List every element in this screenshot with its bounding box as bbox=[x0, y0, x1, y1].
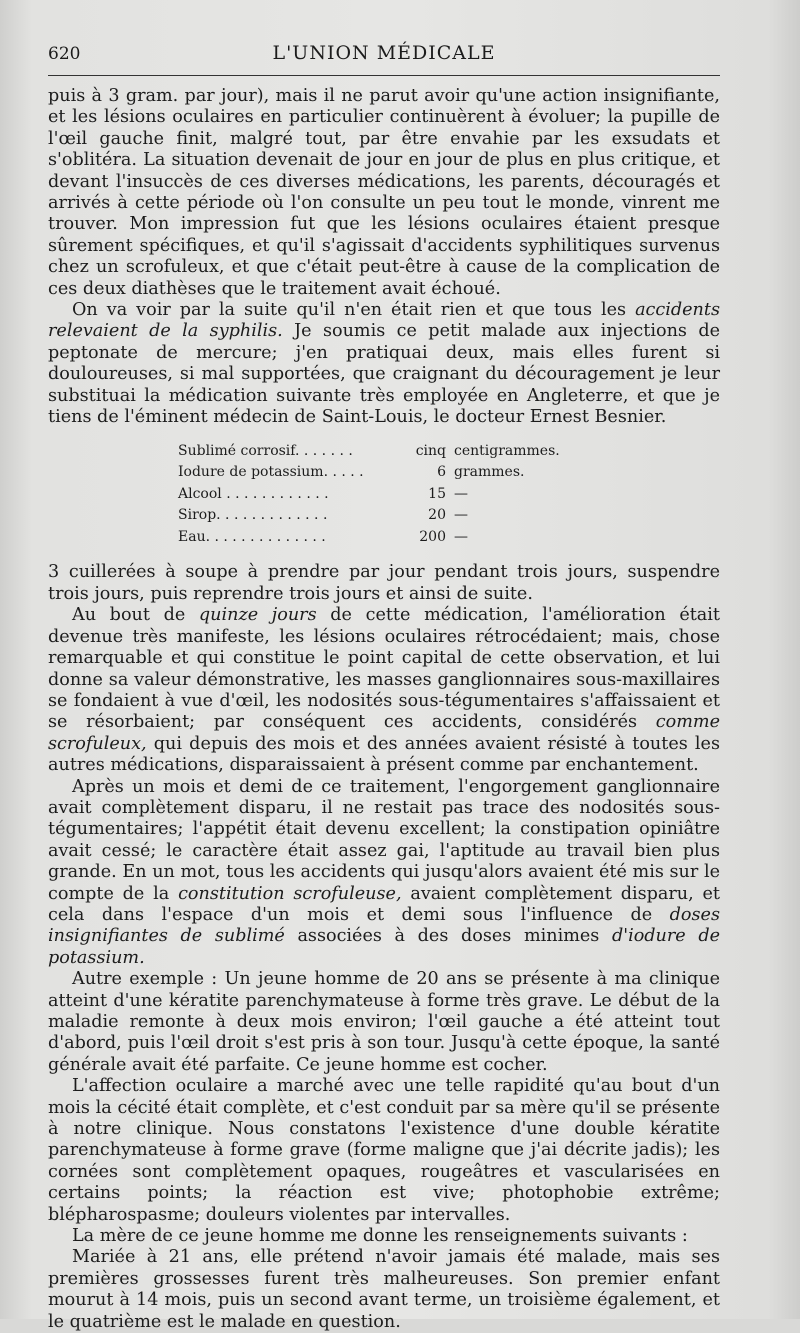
formula-unit: — bbox=[454, 485, 468, 502]
page-header bbox=[48, 40, 720, 74]
paragraph-4-emphasis-1: quinze jours bbox=[198, 605, 317, 626]
formula-ingredient: Eau. . . . . . . . . . . . . . bbox=[178, 528, 326, 545]
formula-unit: grammes. bbox=[454, 464, 525, 481]
formula-ingredient: Sublimé corrosif. . . . . . . bbox=[178, 442, 353, 459]
paragraph-4-text-a: Au bout de bbox=[72, 605, 199, 626]
formula-quantity: 15 bbox=[428, 485, 446, 502]
formula-ingredient: Alcool . . . . . . . . . . . . bbox=[178, 485, 329, 502]
paragraph-2-text-c: Je soumis ce petit malade aux injections de peptonate de mercure; j'en pratiquai deux, mais elles furent si douloureuses, si mal supportées, que craignant du découragement je leur substituai la médication suivante très employée en Angleterre, et que je tiens de l'éminent médecin de Saint-Louis, le docteur Ernest Besnier. bbox=[48, 321, 720, 428]
formula-row bbox=[178, 441, 604, 463]
page-number: 620 bbox=[48, 44, 81, 64]
formula-ingredient: Iodure de potassium. . . . . bbox=[178, 464, 364, 481]
paragraph-7: L'affection oculaire a marché avec une telle rapidité qu'au bout d'un mois la cécité était complète, et c'est conduit par sa mère qu'il se présente à notre clinique. Nous constatons l'existence d'une double kératite parenchymateuse à forme grave (forme maligne que j'ai décrite jadis); les cornées sont complètement opaques, rougeâtres et vascularisées en certains points; la réaction est vive; photophobie extrême; blépharospasme; douleurs violentes par intervalles. bbox=[48, 1076, 720, 1225]
prescription-formula bbox=[178, 441, 604, 549]
paragraph-4 bbox=[48, 605, 720, 776]
paragraph-5-text-e: associées à des doses minimes bbox=[284, 926, 612, 947]
formula-quantity: 6 bbox=[437, 464, 446, 481]
paragraph-4-emphasis-2: comme scrofuleux, bbox=[48, 712, 720, 754]
paragraph-9: Mariée à 21 ans, elle prétend n'avoir jamais été malade, mais ses premières grossesses furent très malheureuses. Son premier enfant mourut à 14 mois, puis un second avant terme, un troisième également, et le quatrième est le malade en question. bbox=[48, 1247, 720, 1332]
formula-quantity: cinq bbox=[415, 442, 446, 459]
paragraph-5-emphasis-3: d'iodure de potassium. bbox=[48, 926, 721, 968]
paragraph-5-emphasis-1: constitution scrofuleuse, bbox=[178, 883, 402, 904]
formula-ingredient: Sirop. . . . . . . . . . . . . bbox=[178, 507, 328, 524]
formula-brace bbox=[368, 441, 394, 549]
paragraph-2-emphasis: accidents relevaient de la syphilis. bbox=[48, 300, 720, 342]
formula-unit: — bbox=[454, 507, 468, 524]
paragraph-5-emphasis-2: doses insignifiantes de sublimé bbox=[48, 904, 720, 947]
formula-quantity: 20 bbox=[428, 507, 446, 524]
formula-quantity: 200 bbox=[419, 528, 446, 545]
paragraph-6: Autre exemple : Un jeune homme de 20 ans se présente à ma clinique atteint d'une kératite parenchymateuse à forme très grave. Le début de la maladie remonte à deux mois environ; l'œil gauche a été atteint tout d'abord, puis l'œil droit s'est pris à son tour. Jusqu'à cette époque, la santé générale avait été parfaite. Ce jeune homme est cocher. bbox=[48, 969, 720, 1075]
paragraph-2 bbox=[48, 300, 720, 428]
paragraph-3: 3 cuillerées à soupe à prendre par jour pendant trois jours, suspendre trois jours, puis reprendre trois jours et ainsi de suite. bbox=[48, 562, 720, 604]
paragraph-5-text-a: Après un mois et demi de ce traitement, l'engorgement ganglionnaire avait complètement disparu, il ne restait pas trace des nodosités sous-tégumentaires; l'appétit était devenu excellent; la constipation opiniâtre avait cessé; le caractère était assez gai, l'aptitude au travail bien plus grande. En un mot, tous les accidents qui jusqu'alors avaient été mis sur le compte de la bbox=[48, 776, 720, 904]
paragraph-2-text-a: On va voir par la suite qu'il n'en était rien et que tous les bbox=[72, 300, 636, 321]
article-body bbox=[48, 86, 720, 1333]
formula-unit: centigrammes. bbox=[454, 442, 560, 459]
paragraph-8: La mère de ce jeune homme me donne les renseignements suivants : bbox=[72, 1226, 688, 1247]
header-rule bbox=[48, 75, 720, 76]
paragraph-4-text-e: qui depuis des mois et des années avaient résisté à toutes les autres médications, disparaissaient à présent comme par enchantement. bbox=[48, 733, 720, 776]
journal-title: L'UNION MÉDICALE bbox=[272, 42, 496, 64]
paragraph-1: puis à 3 gram. par jour), mais il ne parut avoir qu'une action insignifiante, et les lésions oculaires en particulier continuèrent à évoluer; la pupille de l'œil gauche finit, malgré tout, par être envahie par les exsudats et s'oblitéra. La situation devenait de jour en jour de plus en plus critique, et devant l'insuccès de ces diverses médications, les parents, découragés et arrivés à cette période où l'on consulte un peu tout le monde, vinrent me trouver. Mon impression fut que les lésions oculaires étaient presque sûrement spécifiques, et qu'il s'agissait d'accidents syphilitiques survenus chez un scrofuleux, et que c'était peut-être à cause de la complication de ces deux diathèses que le traitement avait échoué. bbox=[48, 86, 720, 299]
paragraph-4-text-c: de cette médication, l'amélioration était devenue très manifeste, les lésions oculaires rétrocédaient; mais, chose remarquable et qui constitue le point capital de cette observation, et lui donne sa valeur démonstrative, les masses ganglionnaires sous-maxillaires se fondaient à vue d'œil, les nodosités sous-tégumentaires s'affaissaient et se résorbaient; par conséquent ces accidents, considérés bbox=[48, 605, 720, 733]
formula-unit: — bbox=[454, 528, 468, 545]
paragraph-5 bbox=[48, 777, 720, 970]
paragraph-5-text-c: avaient complètement disparu, et cela dans l'espace d'un mois et demi sous l'influence de bbox=[48, 883, 721, 925]
